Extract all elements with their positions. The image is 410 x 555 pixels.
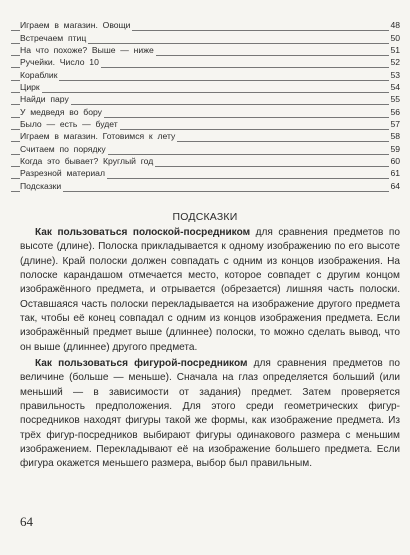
toc-entry-page: 52 [390, 57, 400, 68]
toc-row [0, 156, 410, 168]
paragraph-lead: Как пользоваться фигурой-посредником [35, 358, 248, 369]
toc-entry-title: Кораблик [20, 69, 58, 80]
toc-entry-title: У медведя во бору [20, 106, 102, 117]
toc-row [0, 32, 410, 44]
toc-row [0, 131, 410, 143]
toc-entry-title: Играем в магазин. Овощи [20, 20, 131, 31]
toc-entry-page: 54 [390, 82, 400, 93]
toc-entry-title: Было — есть — будет [20, 119, 118, 130]
toc-entry-page: 64 [390, 180, 400, 191]
toc-entry-page: 55 [390, 94, 400, 105]
toc-entry-title: Найди пару [20, 94, 69, 105]
toc-entry-title: Разрезной материал [20, 168, 105, 179]
toc-row [0, 20, 410, 32]
toc-entry-page: 53 [390, 69, 400, 80]
toc-row [0, 119, 410, 131]
toc-entry-title: Ручейки. Число 10 [20, 57, 99, 68]
section-title: ПОДСКАЗКИ [172, 211, 238, 223]
toc-entry-title: Подсказки [20, 180, 62, 191]
toc-entry-page: 59 [390, 143, 400, 154]
toc-rule [11, 80, 400, 81]
toc-rule [11, 191, 400, 192]
paragraph-strip-intermediary [20, 226, 400, 355]
table-of-contents [0, 20, 410, 193]
toc-entry-page: 56 [390, 106, 400, 117]
toc-entry-title: Играем в магазин. Готовимся к лету [20, 131, 176, 142]
toc-entry-page: 60 [390, 156, 400, 167]
toc-row [0, 45, 410, 57]
toc-entry-title: Когда это бывает? Круглый год [20, 156, 154, 167]
toc-entry-page: 58 [390, 131, 400, 142]
toc-entry-page: 48 [390, 20, 400, 31]
toc-row [0, 82, 410, 94]
toc-row [0, 94, 410, 106]
paragraph-lead: Как пользоваться полоской-посредником [35, 227, 251, 238]
toc-row [0, 168, 410, 180]
paragraph-text: для сравнения предметов по высоте (длине). Полоска прикладывается к одному изображению по его высоте (длине). Край полоски должен совпадать с одним из концов изображения. На полоске карандашом отмечается место, которое совпадет с другим концом изображённого предмета, и отрывается (обрезается) лишняя часть полоски. Оставшаяся часть полоски перекладывается на изображение другого предмета так, чтобы её конец совпадал с одним из концов изображения предмета. Если изображённый предмет выше (длиннее) полоски, то можно сделать вывод, что он выше (длиннее) другого предмета. [20, 227, 400, 353]
toc-row [0, 143, 410, 155]
toc-entry-title: Цирк [20, 82, 40, 93]
toc-entry-title: На что похоже? Выше — ниже [20, 45, 154, 56]
toc-row [0, 106, 410, 118]
toc-entry-page: 57 [390, 119, 400, 130]
toc-row [0, 57, 410, 69]
toc-row [0, 69, 410, 81]
page-number: 64 [20, 514, 33, 529]
toc-entry-page: 61 [390, 168, 400, 179]
toc-entry-title: Встречаем птиц [20, 32, 87, 43]
toc-rule [11, 92, 400, 93]
toc-entry-page: 50 [390, 32, 400, 43]
paragraph-text: для сравнения предметов по величине (больше — меньше). Сначала на глаз определяется больший (или меньший — в зависимости от задания) предмет. Затем проверяется правильность предположения. Для этого среди геометрических фигур-посредников находят фигуры такой же формы, как изображение предмета. Из трёх фигур-посредников выбирают фигуры одинакового размера с меньшим изображением. Перекладывают её на изображение большего предмета. Если фигура окажется меньшего размера, выбор был правильным. [20, 358, 400, 470]
toc-row [0, 180, 410, 192]
paragraph-figure-intermediary [20, 357, 400, 472]
toc-entry-title: Считаем по порядку [20, 143, 106, 154]
toc-entry-page: 51 [390, 45, 400, 56]
